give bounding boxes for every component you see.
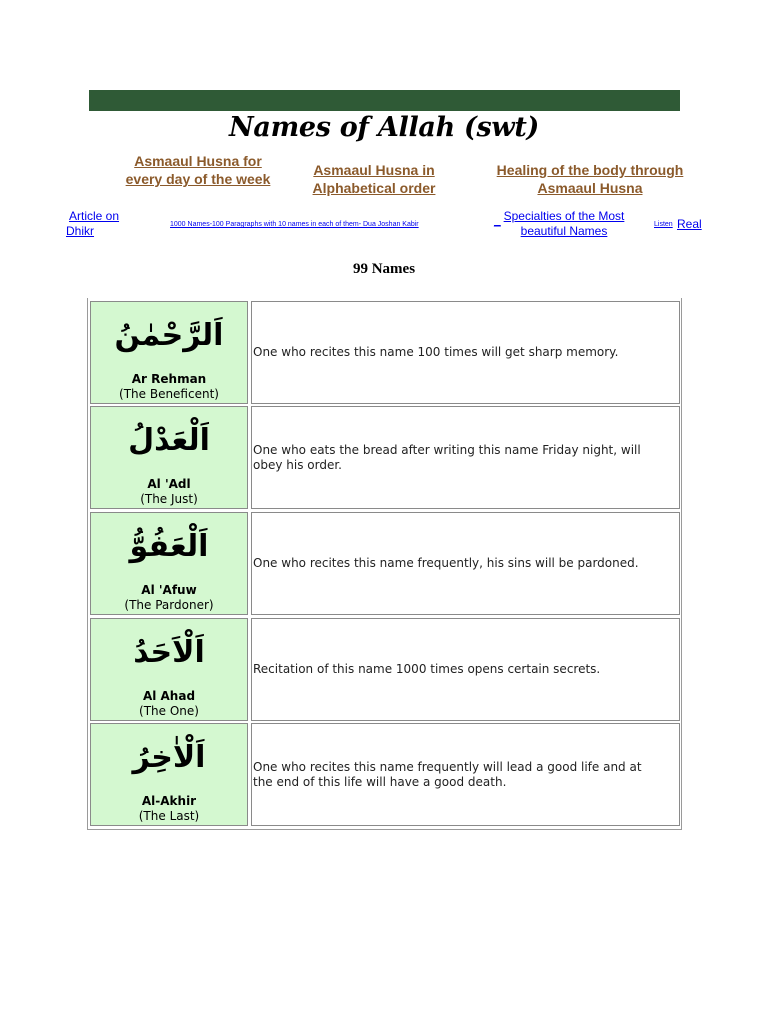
name-transliteration: Al-Akhir [141, 794, 197, 808]
arabic-calligraphy: اَلْعَدْلُ [128, 423, 210, 458]
description-cell [251, 512, 680, 615]
nav-link-week[interactable]: Asmaaul Husna for every day of the week [125, 153, 271, 187]
name-meaning: (The Last) [138, 809, 200, 823]
names-table [87, 298, 682, 830]
table-row [88, 301, 683, 404]
nav-link-underscore[interactable]: _ [494, 213, 501, 227]
arabic-calligraphy: اَلْعَفُوُّ [129, 529, 209, 564]
name-meaning: (The Just) [140, 492, 198, 506]
name-cell [90, 406, 248, 509]
nav-link-healing[interactable]: Healing of the body through Asmaaul Husna [496, 162, 684, 196]
name-description: One who recites this name frequently will lead a good life and at the end of this life will have a good death. [253, 759, 642, 789]
name-meaning: (The Pardoner) [124, 598, 214, 612]
name-transliteration: Al 'Afuw [141, 583, 197, 597]
nav-link-dhikr-article[interactable]: Article on Dhikr [66, 209, 120, 238]
name-cell [90, 512, 248, 615]
nav-link-alphabetical[interactable]: Asmaaul Husna in Alphabetical order [312, 162, 436, 196]
description-cell [251, 301, 680, 404]
name-description: One who recites this name 100 times will get sharp memory. [253, 345, 619, 359]
nav-link-real[interactable]: Real [677, 217, 702, 231]
name-meaning: (The One) [139, 704, 199, 718]
name-transliteration: Ar Rehman [131, 372, 207, 386]
name-description: One who recites this name frequently, his sins will be pardoned. [253, 556, 639, 570]
name-description: One who eats the bread after writing this name Friday night, will obey his order. [253, 442, 641, 472]
name-transliteration: Al 'Adl [147, 477, 191, 491]
arabic-calligraphy: اَلرَّحْمٰنُ [114, 318, 224, 353]
name-cell [90, 723, 248, 826]
description-cell [251, 723, 680, 826]
nav-link-listen[interactable]: Listen [654, 221, 673, 228]
table-row [88, 618, 683, 721]
description-cell [251, 618, 680, 721]
table-row [88, 512, 683, 615]
nav-link-dua-joshan-kabir[interactable]: 1000 Names-100 Paragraphs with 10 names in each of them- Dua Joshan Kabir [170, 221, 419, 228]
section-heading: 99 Names [352, 261, 416, 277]
name-meaning: (The Beneficent) [119, 387, 219, 401]
page-title: Names of Allah (swt) [229, 112, 539, 143]
name-cell [90, 301, 248, 404]
arabic-calligraphy: اَلْاٰخِرُ [132, 740, 206, 775]
table-row [88, 723, 683, 826]
table-row [88, 406, 683, 509]
header-bar [89, 90, 680, 111]
name-cell [90, 618, 248, 721]
name-transliteration: Al Ahad [142, 689, 196, 703]
description-cell [251, 406, 680, 509]
name-description: Recitation of this name 1000 times opens certain secrets. [253, 662, 601, 676]
arabic-calligraphy: اَلْاَحَدُ [133, 635, 205, 670]
nav-link-specialties[interactable]: Specialties of the Most beautiful Names [503, 209, 625, 238]
